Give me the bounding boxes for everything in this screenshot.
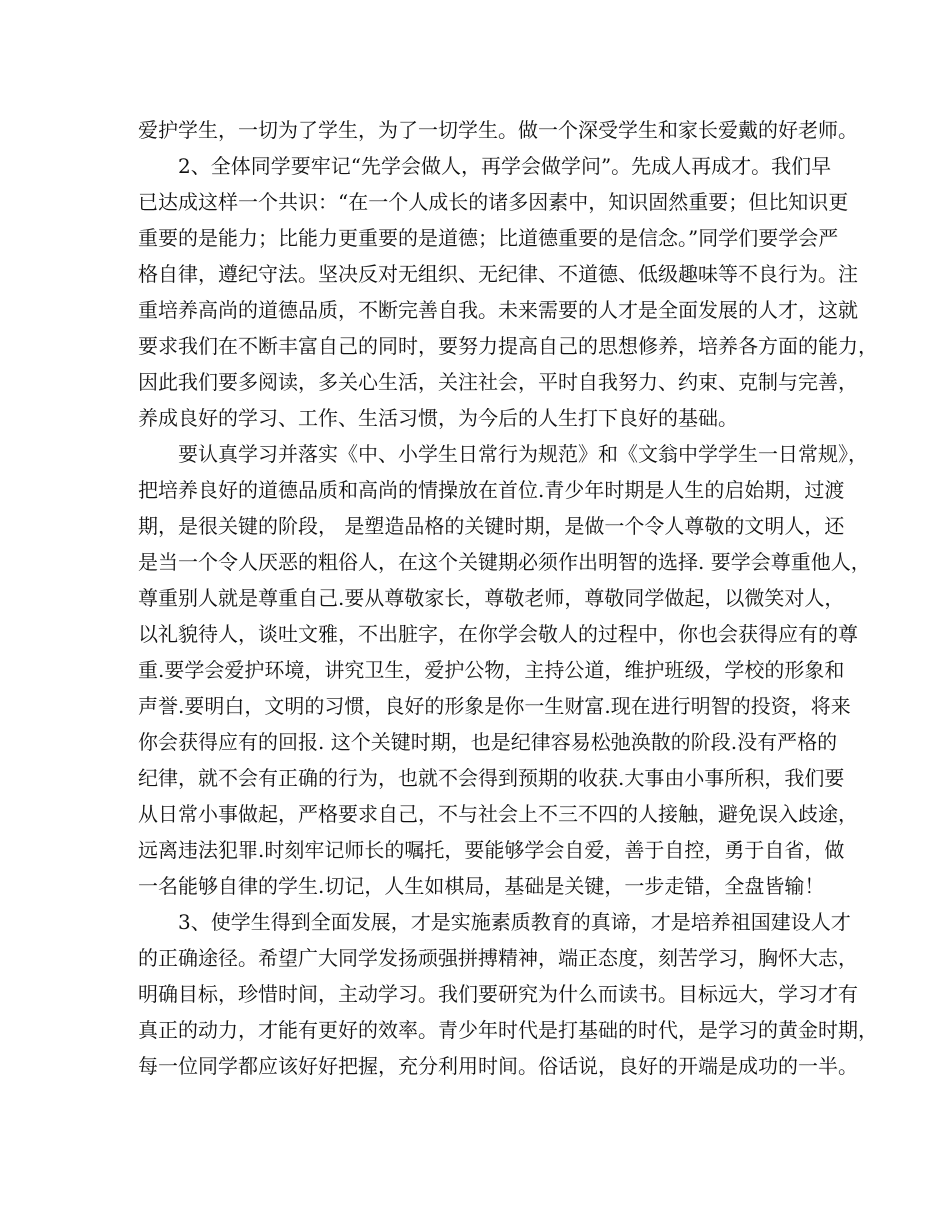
text-line: 纪律，就不会有正确的行为，也就不会得到预期的收获.大事由小事所积，我们要 (138, 766, 845, 790)
text-line: 明确目标，珍惜时间，主动学习。我们要研究为什么而读书。目标远大，学习才有 (138, 982, 858, 1006)
text-line: 从日常小事做起，严格要求自己，不与社会上不三不四的人接触，避免误入歧途， (138, 802, 858, 826)
text-line: 把培养良好的道德品质和高尚的情操放在首位.青少年时期是人生的启始期，过渡 (138, 478, 845, 502)
text-line: 远离违法犯罪.时刻牢记师长的嘱托，要能够学会自爱，善于自控，勇于自省，做 (138, 838, 845, 862)
text-line: 的正确途径。希望广大同学发扬顽强拼搏精神，端正态度，刻苦学习，胸怀大志， (138, 946, 858, 970)
text-line: 真正的动力，才能有更好的效率。青少年时代是打基础的时代，是学习的黄金时期， (138, 1018, 878, 1042)
text-line: 重要的是能力；比能力更重要的是道德；比道德重要的是信念。”同学们要学会严 (138, 226, 839, 250)
text-line: 以礼貌待人，谈吐文雅，不出脏字，在你学会敬人的过程中，你也会获得应有的尊 (138, 622, 858, 646)
text-line: 2、全体同学要牢记“先学会做人，再学会做学问”。先成人再成才。我们早 (178, 154, 832, 178)
text-line: 要认真学习并落实《中、小学生日常行为规范》和《文翁中学学生一日常规》， (178, 442, 868, 466)
text-line: 声誉.要明白，文明的习惯，良好的形象是你一生财富.现在进行明智的投资，将来 (138, 694, 851, 718)
text-line: 格自律，遵纪守法。坚决反对无组织、无纪律、不道德、低级趣味等不良行为。注 (138, 262, 858, 286)
text-line: 一名能够自律的学生.切记，人生如棋局，基础是关键，一步走错，全盘皆输！ (138, 874, 825, 898)
text-line: 期，是很关键的阶段， 是塑造品格的关键时期，是做一个令人尊敬的文明人，还 (138, 514, 845, 538)
text-line: 是当一个令人厌恶的粗俗人，在这个关键期必须作出明智的选择. 要学会尊重他人， (138, 550, 871, 574)
text-line: 养成良好的学习、工作、生活习惯，为今后的人生打下良好的基础。 (138, 406, 738, 430)
text-line: 3、使学生得到全面发展，才是实施素质教育的真谛，才是培养祖国建设人才 (178, 910, 851, 934)
text-line: 每一位同学都应该好好把握，充分利用时间。俗话说，良好的开端是成功的一半。 (138, 1054, 858, 1078)
text-line: 已达成这样一个共识：“在一个人成长的诸多因素中，知识固然重要；但比知识更 (138, 190, 849, 214)
text-line: 重培养高尚的道德品质，不断完善自我。未来需要的人才是全面发展的人才，这就 (138, 298, 858, 322)
text-line: 因此我们要多阅读，多关心生活，关注社会，平时自我努力、约束、克制与完善， (138, 370, 858, 394)
text-line: 重.要学会爱护环境，讲究卫生，爱护公物，主持公道，维护班级，学校的形象和 (138, 658, 845, 682)
text-line: 要求我们在不断丰富自己的同时，要努力提高自己的思想修养，培养各方面的能力， (138, 334, 878, 358)
text-line: 尊重别人就是尊重自己.要从尊敬家长，尊敬老师，尊敬同学做起，以微笑对人， (138, 586, 845, 610)
text-line: 你会获得应有的回报. 这个关键时期，也是纪律容易松弛涣散的阶段.没有严格的 (138, 730, 838, 754)
text-line: 爱护学生，一切为了学生，为了一切学生。做一个深受学生和家长爱戴的好老师。 (138, 118, 858, 142)
